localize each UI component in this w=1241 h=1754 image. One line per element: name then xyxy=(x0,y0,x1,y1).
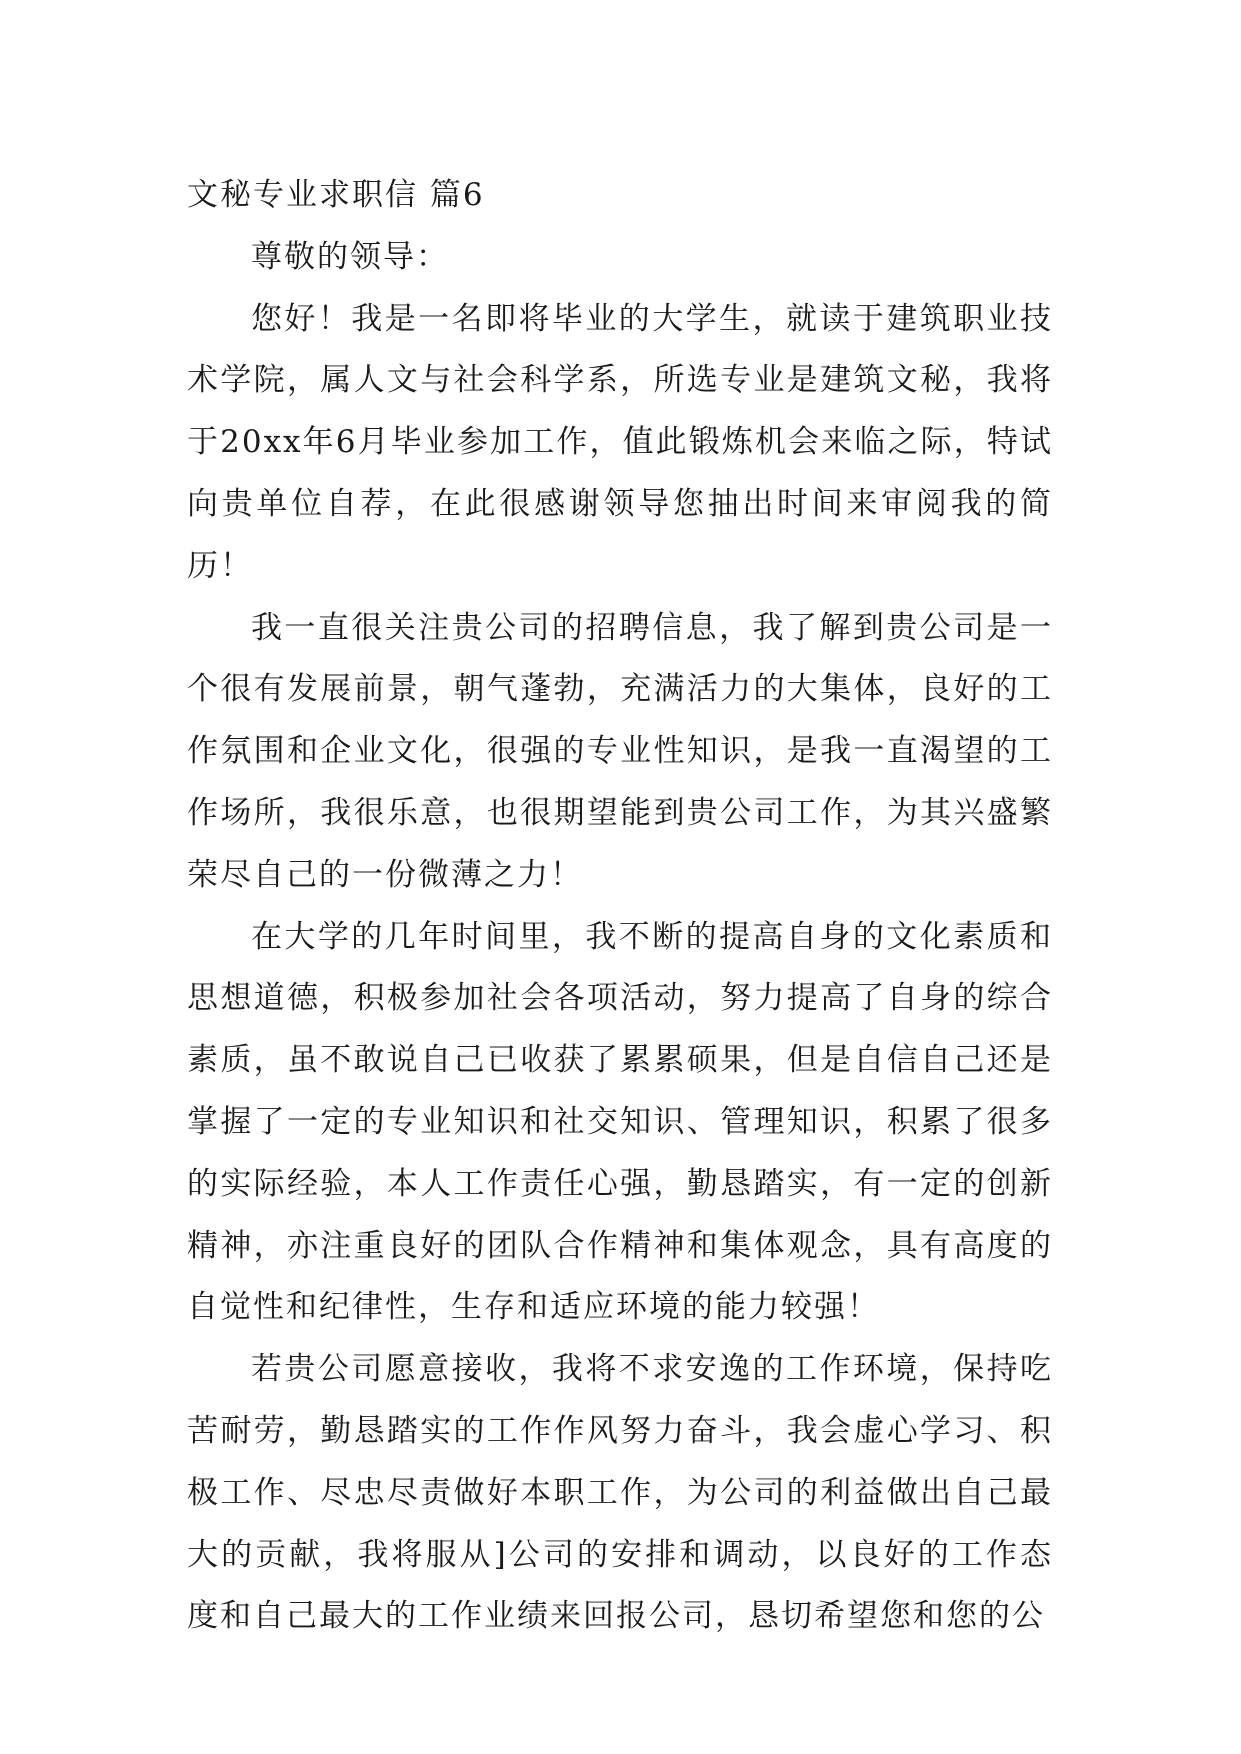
letter-body xyxy=(187,165,1053,1648)
document-title: 文秘专业求职信 篇6 xyxy=(187,177,485,213)
paragraph-greeting: 您好！我是一名即将毕业的大学生，就读于建筑职业技术学院，属人文与社会科学系，所选专业是建筑文秘，我将于20xx年6月毕业参加工作，值此锻炼机会来临之际，特试向贵单位自荐，在此很感谢领导您抽出时间来审阅我的简历！ xyxy=(187,300,1053,584)
paragraph-commitment: 若贵公司愿意接收，我将不求安逸的工作环境，保持吃苦耐劳，勤恳踏实的工作作风努力奋斗，我会虚心学习、积极工作、尽忠尽责做好本职工作，为公司的利益做出自己最大的贡献，我将服从]公司的安排和调动，以良好的工作态度和自己最大的工作业绩来回报公司，恳切希望您和您的公 xyxy=(187,1351,1053,1635)
paragraph-company-interest: 我一直很关注贵公司的招聘信息，我了解到贵公司是一个很有发展前景，朝气蓬勃，充满活力的大集体，良好的工作氛围和企业文化，很强的专业性知识，是我一直渴望的工作场所，我很乐意，也很期望能到贵公司工作，为其兴盛繁荣尽自己的一份微薄之力！ xyxy=(187,609,1053,893)
paragraph-university-experience: 在大学的几年时间里，我不断的提高自身的文化素质和思想道德，积极参加社会各项活动，努力提高了自身的综合素质，虽不敢说自己已收获了累累硕果，但是自信自己还是掌握了一定的专业知识和社交知识、管理知识，积累了很多的实际经验，本人工作责任心强，勤恳踏实，有一定的创新精神，亦注重良好的团队合作精神和集体观念，具有高度的自觉性和纪律性，生存和适应环境的能力较强！ xyxy=(187,918,1053,1326)
salutation: 尊敬的领导： xyxy=(251,238,449,275)
